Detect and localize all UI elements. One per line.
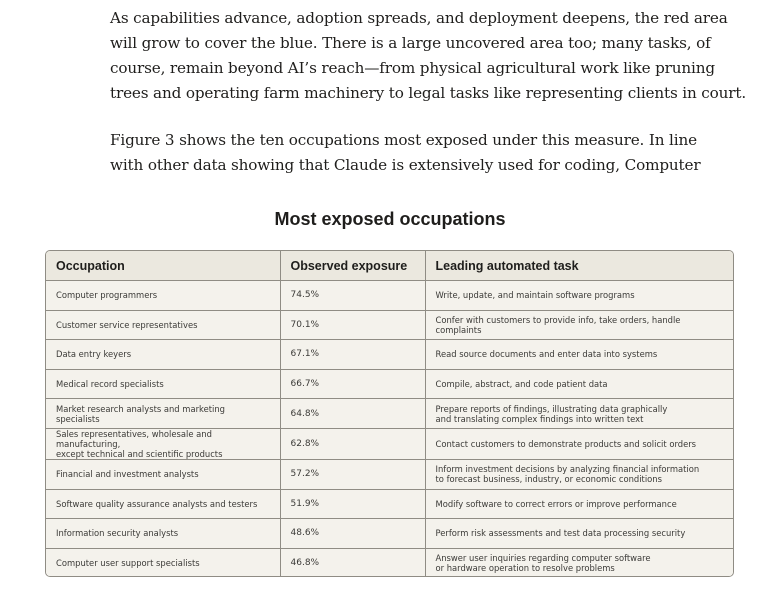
task-cell bbox=[425, 399, 734, 429]
task-cell bbox=[425, 310, 734, 340]
table-row bbox=[46, 519, 734, 549]
exposure-cell: 64.8% bbox=[280, 399, 425, 429]
task-cell-line: Inform investment decisions by analyzing financial information bbox=[435, 464, 700, 475]
table-row bbox=[46, 340, 734, 370]
task-cell bbox=[425, 459, 734, 489]
paragraph-line: with other data showing that Claude is extensively used for coding, Computer bbox=[110, 156, 701, 174]
exposure-cell: 67.1% bbox=[280, 340, 425, 370]
table-row bbox=[46, 548, 734, 577]
occupation-cell bbox=[46, 548, 280, 577]
exposure-cell: 70.1% bbox=[280, 310, 425, 340]
occupation-cell bbox=[46, 489, 280, 519]
occupation-cell-line: Computer user support specialists bbox=[56, 558, 200, 569]
task-cell-line: or hardware operation to resolve problems bbox=[435, 563, 615, 574]
table-header-row bbox=[46, 251, 734, 281]
task-cell-line: Perform risk assessments and test data processing security bbox=[435, 528, 686, 539]
occupation-cell bbox=[46, 310, 280, 340]
exposure-cell: 74.5% bbox=[280, 281, 425, 311]
occupation-cell-line: Financial and investment analysts bbox=[56, 469, 199, 480]
exposure-cell: 62.8% bbox=[280, 428, 425, 459]
table-row bbox=[46, 489, 734, 519]
task-cell bbox=[425, 489, 734, 519]
header-occupation: Occupation bbox=[46, 251, 280, 281]
occupation-cell bbox=[46, 399, 280, 429]
paragraph-line: trees and operating farm machinery to legal tasks like representing clients in court. bbox=[110, 84, 747, 102]
occupations-table bbox=[46, 251, 734, 577]
header-observed-exposure: Observed exposure bbox=[280, 251, 425, 281]
occupation-cell bbox=[46, 459, 280, 489]
occupation-cell bbox=[46, 340, 280, 370]
task-cell-line: Answer user inquiries regarding computer software bbox=[435, 553, 651, 564]
occupation-cell-line: Medical record specialists bbox=[56, 379, 164, 390]
exposure-cell: 46.8% bbox=[280, 548, 425, 577]
occupation-cell-line: Information security analysts bbox=[56, 528, 179, 539]
exposure-cell: 48.6% bbox=[280, 519, 425, 549]
paragraph-line: will grow to cover the blue. There is a large uncovered area too; many tasks, of bbox=[110, 34, 711, 52]
occupation-cell bbox=[46, 519, 280, 549]
occupation-cell-line: Data entry keyers bbox=[56, 349, 132, 360]
task-cell-line: Write, update, and maintain software programs bbox=[435, 290, 635, 301]
paragraph-line: Figure 3 shows the ten occupations most exposed under this measure. In line bbox=[110, 131, 697, 149]
task-cell-line: Compile, abstract, and code patient data bbox=[435, 379, 608, 390]
occupation-cell-line: Software quality assurance analysts and testers bbox=[56, 498, 258, 509]
occupation-cell-line: Market research analysts and marketing specialists bbox=[56, 403, 225, 424]
exposure-cell: 66.7% bbox=[280, 369, 425, 399]
table-row bbox=[46, 310, 734, 340]
table-row bbox=[46, 369, 734, 399]
occupation-cell bbox=[46, 281, 280, 311]
task-cell bbox=[425, 519, 734, 549]
occupations-table-container bbox=[45, 250, 734, 577]
occupation-cell bbox=[46, 369, 280, 399]
exposure-cell: 51.9% bbox=[280, 489, 425, 519]
task-cell bbox=[425, 548, 734, 577]
task-cell-line: to forecast business, industry, or economic conditions bbox=[435, 474, 662, 485]
table-row bbox=[46, 281, 734, 311]
exposure-cell: 57.2% bbox=[280, 459, 425, 489]
table-title: Most exposed occupations bbox=[274, 209, 506, 229]
table-body bbox=[46, 281, 734, 578]
task-cell-line: Read source documents and enter data into systems bbox=[435, 349, 658, 360]
paragraph-line: As capabilities advance, adoption spreads, and deployment deepens, the red area bbox=[110, 9, 728, 27]
occupation-cell-line: except technical and scientific products bbox=[56, 448, 223, 459]
occupation-cell-line: Computer programmers bbox=[56, 290, 158, 301]
task-cell bbox=[425, 428, 734, 459]
occupation-cell bbox=[46, 428, 280, 459]
paragraph-1 bbox=[110, 6, 747, 106]
task-cell-line: Contact customers to demonstrate products and solicit orders bbox=[435, 438, 697, 449]
header-leading-automated-task: Leading automated task bbox=[425, 251, 734, 281]
task-cell-line: Confer with customers to provide info, take orders, handle complaints bbox=[435, 314, 681, 335]
task-cell bbox=[425, 369, 734, 399]
table-row bbox=[46, 459, 734, 489]
table-row bbox=[46, 428, 734, 459]
occupation-cell-line: Customer service representatives bbox=[56, 319, 198, 330]
table-row bbox=[46, 399, 734, 429]
task-cell-line: Modify software to correct errors or improve performance bbox=[435, 498, 677, 509]
task-cell-line: and translating complex findings into written text bbox=[435, 413, 644, 424]
occupation-cell-line: Sales representatives, wholesale and manufacturing, bbox=[56, 428, 212, 449]
task-cell bbox=[425, 281, 734, 311]
task-cell bbox=[425, 340, 734, 370]
task-cell-line: Prepare reports of findings, illustrating data graphically bbox=[435, 403, 668, 414]
paragraph-2 bbox=[110, 128, 710, 178]
paragraph-line: course, remain beyond AI’s reach—from physical agricultural work like pruning bbox=[110, 59, 715, 77]
